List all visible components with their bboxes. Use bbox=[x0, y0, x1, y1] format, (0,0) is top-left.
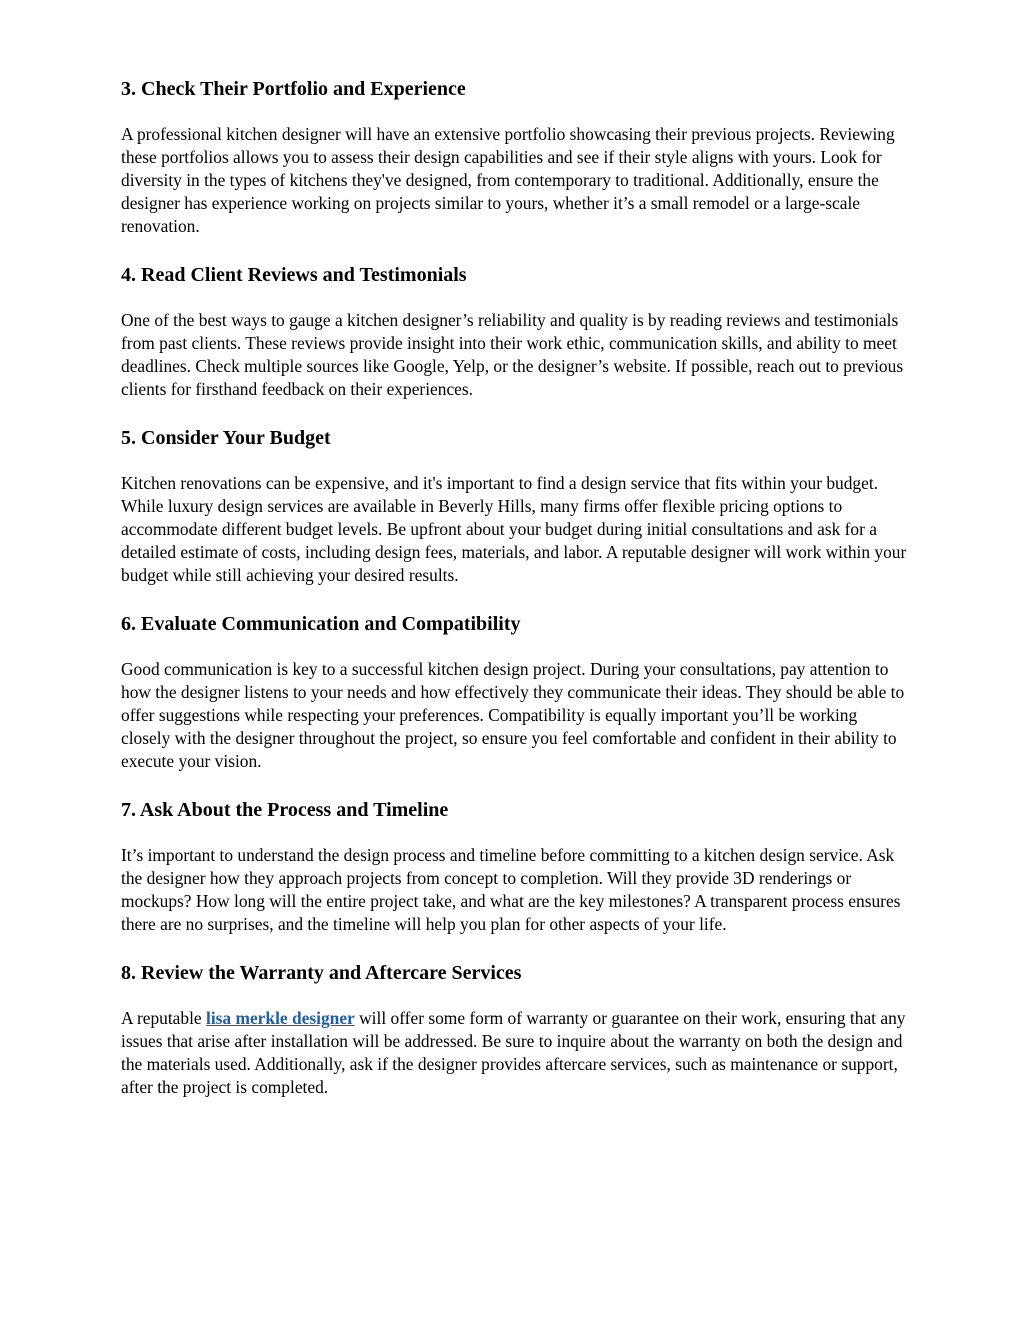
section-body: It’s important to understand the design process and timeline before committing to a kitchen design service. Ask the designer how they approach projects from concept to completion. Will they provide 3D renderings or mockups? How long will the entire project take, and what are the key milestones? A transparent process ensures there are no surprises, and the timeline will help you plan for other aspects of your life. bbox=[121, 845, 901, 934]
section-warranty-aftercare bbox=[121, 960, 907, 1099]
section-heading: 6. Evaluate Communication and Compatibility bbox=[121, 613, 521, 635]
section-client-reviews bbox=[121, 262, 907, 401]
section-heading: 5. Consider Your Budget bbox=[121, 427, 331, 449]
section-body: One of the best ways to gauge a kitchen designer’s reliability and quality is by reading reviews and testimonials from past clients. These reviews provide insight into their work ethic, communication skills, and ability to meet deadlines. Check multiple sources like Google, Yelp, or the designer’s website. If possible, reach out to previous clients for firsthand feedback on their experiences. bbox=[121, 310, 904, 399]
section-body: Kitchen renovations can be expensive, and it's important to find a design service that fits within your budget. While luxury design services are available in Beverly Hills, many firms offer flexible pricing options to accommodate different budget levels. Be upfront about your budget during initial consultations and ask for a detailed estimate of costs, including design fees, materials, and labor. A reputable designer will work within your budget while still achieving your desired results. bbox=[121, 473, 907, 585]
body-text-before-link: A reputable bbox=[121, 1008, 206, 1028]
section-body bbox=[121, 1007, 907, 1099]
designer-link[interactable]: lisa merkle designer bbox=[206, 1008, 355, 1028]
section-heading: 8. Review the Warranty and Aftercare Services bbox=[121, 962, 522, 984]
section-budget bbox=[121, 425, 907, 587]
section-portfolio-experience bbox=[121, 76, 907, 238]
section-process-timeline bbox=[121, 797, 907, 936]
section-heading: 3. Check Their Portfolio and Experience bbox=[121, 78, 466, 100]
section-body: Good communication is key to a successful kitchen design project. During your consultations, pay attention to how the designer listens to your needs and how effectively they communicate their ideas. They should be able to offer suggestions while respecting your preferences. Compatibility is equally important you’ll be working closely with the designer throughout the project, so ensure you feel comfortable and confident in their ability to execute your vision. bbox=[121, 659, 905, 771]
document-page bbox=[121, 76, 907, 1123]
section-body: A professional kitchen designer will have an extensive portfolio showcasing their previous projects. Reviewing these portfolios allows you to assess their design capabilities and see if their style aligns with yours. Look for diversity in the types of kitchens they've designed, from contemporary to traditional. Additionally, ensure the designer has experience working on projects similar to yours, whether it’s a small remodel or a large-scale renovation. bbox=[121, 124, 895, 236]
section-heading: 4. Read Client Reviews and Testimonials bbox=[121, 264, 467, 286]
section-heading: 7. Ask About the Process and Timeline bbox=[121, 799, 449, 821]
section-communication bbox=[121, 611, 907, 773]
body-text-after-link: will offer some form of warranty or guarantee on their work, ensuring that any issues that arise after installation will be addressed. Be sure to inquire about the warranty on both the design and the materials used. Additionally, ask if the designer provides aftercare services, such as maintenance or support, after the project is completed. bbox=[121, 1008, 906, 1097]
